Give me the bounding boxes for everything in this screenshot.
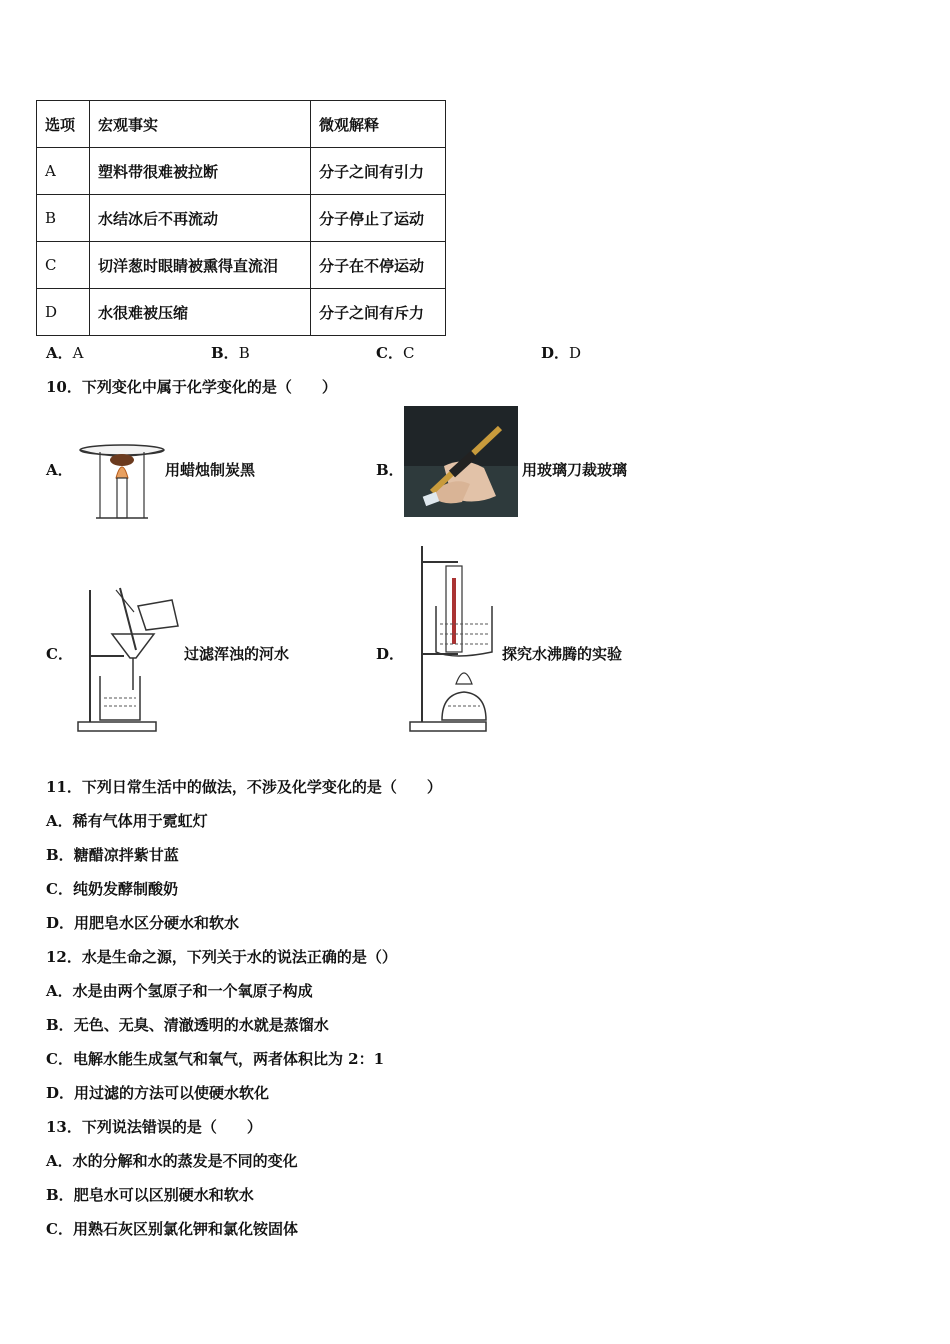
q12-option-a[interactable] (46, 980, 313, 1001)
table-row (37, 195, 446, 242)
option-text: 电解水能生成氢气和氧气，两者体积比为 2：1 (72, 1050, 385, 1068)
option-letter: A． (46, 1152, 73, 1170)
q10-option-b-caption: 用玻璃刀裁玻璃 (522, 461, 628, 479)
option-letter: B． (46, 1016, 74, 1034)
option-text: 水是由两个氢原子和一个氧原子构成 (72, 982, 313, 1000)
table-cell: 水很难被压缩 (90, 289, 311, 336)
option-letter: A． (46, 982, 73, 1000)
filtration-apparatus-icon (76, 586, 186, 734)
option-letter: B． (46, 846, 74, 864)
choice-letter: C． (376, 344, 403, 362)
option-letter: B． (46, 1186, 74, 1204)
choice-letter: B． (211, 344, 239, 362)
table-cell: B (37, 195, 90, 242)
q10-option-d-caption: 探究水沸腾的实验 (502, 645, 623, 663)
q13-option-c[interactable] (46, 1218, 298, 1239)
q10-option-d-letter[interactable]: D． (376, 645, 405, 663)
q10-option-c-letter[interactable]: C． (46, 645, 73, 663)
table-row (37, 242, 446, 289)
q12-option-c[interactable] (46, 1048, 384, 1069)
table-header-cell: 选项 (37, 101, 90, 148)
choice-text: D (569, 344, 582, 362)
q11-option-d[interactable] (46, 912, 239, 933)
table-cell: 塑料带很难被拉断 (90, 148, 311, 195)
table-cell: 切洋葱时眼睛被熏得直流泪 (90, 242, 311, 289)
table-cell: D (37, 289, 90, 336)
boiling-water-apparatus-icon (408, 544, 502, 734)
table-cell: 分子停止了运动 (311, 195, 446, 242)
choice-b[interactable] (211, 342, 250, 363)
q10-option-c-caption: 过滤浑浊的河水 (184, 645, 290, 663)
table-cell: A (37, 148, 90, 195)
option-text: 纯奶发酵制酸奶 (72, 880, 178, 898)
choice-text: B (238, 344, 250, 362)
table-header-cell: 微观解释 (311, 101, 446, 148)
table-row (37, 289, 446, 336)
q13-option-a[interactable] (46, 1150, 298, 1171)
choice-d[interactable] (541, 342, 581, 363)
question-13-stem: 13．下列说法错误的是（ ） (46, 1118, 262, 1136)
choice-letter: D． (541, 344, 570, 362)
option-text: 用熟石灰区别氯化钾和氯化铵固体 (72, 1220, 298, 1238)
choice-text: C (402, 344, 415, 362)
option-letter: D． (46, 914, 75, 932)
option-text: 稀有气体用于霓虹灯 (72, 812, 208, 830)
options-table (36, 100, 446, 336)
q11-option-c[interactable] (46, 878, 178, 899)
q12-option-b[interactable] (46, 1014, 329, 1035)
table-cell: C (37, 242, 90, 289)
choice-a[interactable] (46, 342, 83, 363)
option-text: 水的分解和水的蒸发是不同的变化 (72, 1152, 298, 1170)
q10-option-b-letter[interactable]: B． (376, 461, 404, 479)
option-text: 肥皂水可以区别硬水和软水 (73, 1186, 254, 1204)
choice-text: A (72, 344, 84, 362)
option-letter: C． (46, 1220, 73, 1238)
table-row (37, 148, 446, 195)
choice-c[interactable] (376, 342, 414, 363)
q10-option-a-caption: 用蜡烛制炭黑 (165, 461, 256, 479)
option-letter: D． (46, 1084, 75, 1102)
q12-option-d[interactable] (46, 1082, 269, 1103)
option-text: 用肥皂水区分硬水和软水 (74, 914, 240, 932)
question-10-stem: 10．下列变化中属于化学变化的是（ ） (46, 378, 337, 396)
option-text: 无色、无臭、清澈透明的水就是蒸馏水 (73, 1016, 329, 1034)
q11-option-a[interactable] (46, 810, 208, 831)
q13-option-b[interactable] (46, 1184, 254, 1205)
option-letter: C． (46, 1050, 73, 1068)
table-cell: 分子之间有引力 (311, 148, 446, 195)
table-cell: 分子在不停运动 (311, 242, 446, 289)
question-12-stem: 12．水是生命之源，下列关于水的说法正确的是（） (46, 948, 397, 966)
q11-option-b[interactable] (46, 844, 179, 865)
table-cell: 水结冰后不再流动 (90, 195, 311, 242)
table-header-cell: 宏观事实 (90, 101, 311, 148)
candle-soot-icon (78, 438, 168, 520)
question-11-stem: 11．下列日常生活中的做法，不涉及化学变化的是（ ） (46, 778, 442, 796)
option-letter: C． (46, 880, 73, 898)
glass-cutter-photo (404, 406, 518, 517)
table-header-row (37, 101, 446, 148)
q10-option-a-letter[interactable]: A． (46, 461, 73, 479)
option-letter: A． (46, 812, 73, 830)
choice-letter: A． (46, 344, 73, 362)
table-cell: 分子之间有斥力 (311, 289, 446, 336)
option-text: 用过滤的方法可以使硬水软化 (74, 1084, 270, 1102)
option-text: 糖醋凉拌紫甘蓝 (73, 846, 179, 864)
